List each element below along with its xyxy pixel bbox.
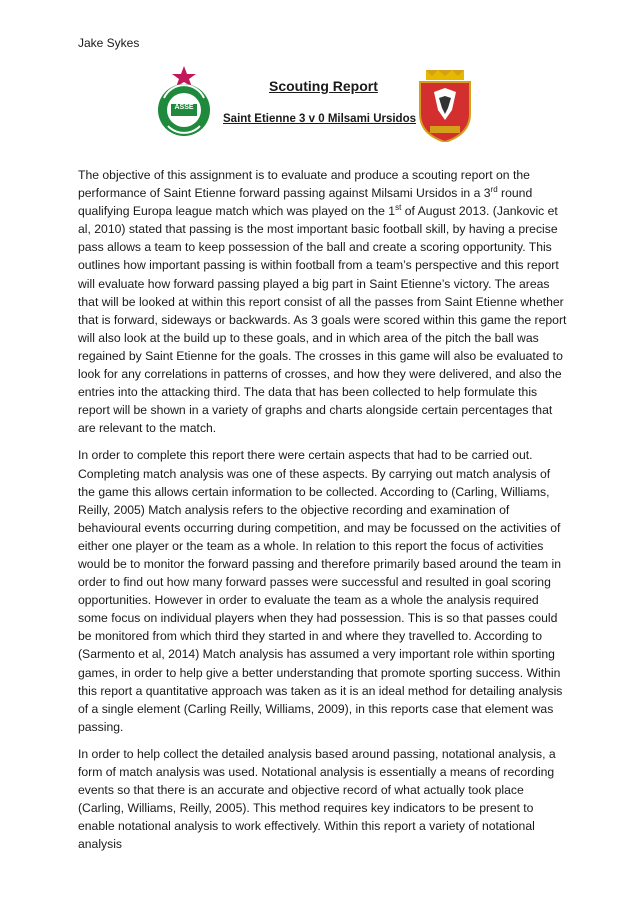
paragraph-text: The objective of this assignment is to evaluate and produce a scouting report on the performance of Saint Etienne forward passing against Milsami Ursidos in a 3 <box>78 168 530 201</box>
paragraph-notational-analysis: In order to help collect the detailed analysis based around passing, notational analysis, a form of match analysis was used. Notational analysis is essentially a means of recording events so that there is an accurate and objective record of what actually took place (Carling, Williams, Reilly, 2005). This method requires key indicators to be present to enable notational analysis to work effectively. Within this report a variety of notational analysis <box>78 746 556 852</box>
milsami-crest-icon <box>412 70 478 142</box>
report-title: Scouting Report <box>269 78 378 94</box>
match-subtitle: Saint Etienne 3 v 0 Milsami Ursidos <box>223 113 417 125</box>
paragraph-match-analysis: In order to complete this report there were certain aspects that had to be carried out. Completing match analysis was one of these aspects. By carrying out match analysis of the game this allows certain information to be collected. According to (Carling, Williams, Reilly, 2005) Match analysis refers to the objective recording and examination of behavioural events occurring during competition, and may be focussed on the activities of either one player or the team as a whole. In relation to this report the focus of activities would be to monitor the forward passing and therefore primarily based around the team in order to find out how many forward passes were successful and resulted in goal scoring opportunities. However in order to evaluate the team as a whole the analysis required some focus on individual players when they had possession. This is so that passes could be monitored from which third they started in and where they travelled to. According to (Sarmento et al, 2014) Match analysis has assumed a very important role within sporting games, in order to help give a better understanding that promote sporting success. Within this report a quantitative approach was taken as it is an ideal method for detailing analysis of a single element (Carling Reilly, Williams, 2009), in this reports case that element was passing. <box>78 448 563 734</box>
superscript: rd <box>490 185 498 195</box>
paragraph-text: round qualifying Europa league match which was played on the 1 <box>78 186 533 219</box>
author-name: Jake Sykes <box>78 36 140 50</box>
paragraph-text: of August 2013. (Jankovic et al, 2010) stated that passing is the most important basic football skill, by having a precise pass allows a team to keep possession of the ball and create a scoring opportunity. This outlines how important passing is within football from a team’s perspective and this report will evaluate how forward passing played a big part in Saint Etienne’s victory. The areas that will be looked at within this report consist of all the passes from Saint Etienne whether that is forward, sideways or backwards. As 3 goals were scored within this game the report will also look at the build up to these goals, and in which area of the pitch the ball was regained by Saint Etienne for the goals. The crosses in this game will also be evaluated to look for any correlations in patterns of crosses, and how they were delivered, and also the entries into the attacking third. The data that has been collected to help formulate this report will be shown in a variety of graphs and charts alongside certain percentages that are relevant to the match. <box>78 204 567 436</box>
saint-etienne-crest-icon <box>156 66 212 138</box>
superscript: st <box>395 203 402 213</box>
report-body <box>78 166 570 862</box>
left-crest-text: ASSE <box>174 104 194 111</box>
paragraph-objective <box>78 166 570 437</box>
